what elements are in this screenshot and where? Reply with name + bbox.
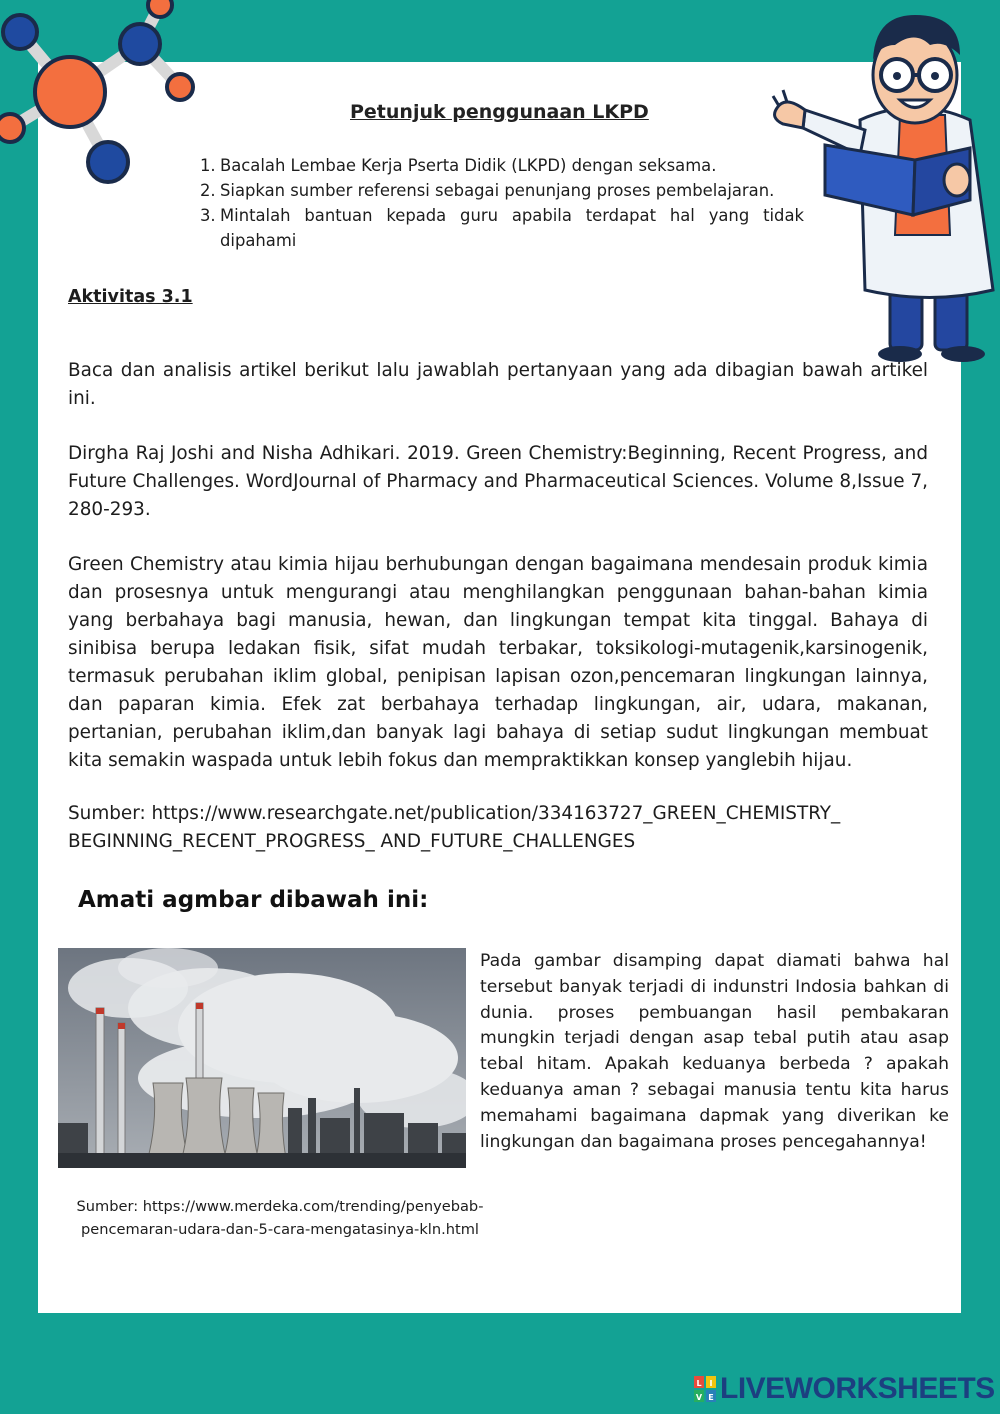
article-reference: Dirgha Raj Joshi and Nisha Adhikari. 2019. Green Chemistry:Beginning, Recent Progress, and Future Challenges. WordJournal of Pharmacy and Pharmaceutical Sciences. Volume 8,Issue 7, 280-293. — [68, 443, 928, 520]
article-body: Green Chemistry atau kimia hijau berhubungan dengan bagaimana mendesain produk kimia dan prosesnya untuk mengurangi atau menghilangkan penggunaan bahan-bahan kimia yang berbahaya bagi manusia, hewan, dan lingkungan tempat kita tinggal. Bahaya di sinibisa berupa ledakan fisik, sifat mudah terbakar, toksikologi-mutagenik,karsinogenik, termasuk perubahan iklim global, penipisan lapisan ozon,pencemaran lingkungan lainnya, dan paparan kimia. Efek zat berbahaya terhadap lingkungan, air, udara, makanan, pertanian, perubahan iklim,dan banyak lagi bahaya di setiap sudut lingkungan membuat kita semakin waspada untuk lebih fokus dan mempraktikkan konsep yanglebih hijau. — [68, 554, 928, 771]
observation-description: Pada gambar disamping dapat diamati bahwa hal tersebut banyak terjadi di indunstri Indosia bahkan di dunia. proses pembuangan hasil pembakaran mungkin terjadi dengan asap tebal putih atau asap tebal hitam. Apakah keduanya berbeda ? apakah keduanya aman ? sebagai manusia tentu kita harus memahami bagaimana dapmak yang diverikan ke lingkungan dan bagaimana proses pencegahannya! — [480, 951, 949, 1152]
svg-text:E: E — [708, 1393, 714, 1402]
photo-source-line: Sumber: https://www.merdeka.com/trending/penyebab- — [76, 1198, 484, 1215]
article-source-line: Sumber: https://www.researchgate.net/publication/334163727_GREEN_CHEMISTRY_ — [68, 803, 841, 824]
instruction-list — [200, 153, 804, 253]
svg-text:I: I — [709, 1379, 713, 1388]
observation-heading: Amati agmbar dibawah ini: — [78, 887, 429, 913]
article-source-line: BEGINNING_RECENT_PROGRESS_ AND_FUTURE_CHALLENGES — [68, 831, 636, 852]
instruction-item — [200, 153, 804, 178]
svg-text:L: L — [696, 1379, 702, 1388]
factory-smoke-photo — [58, 948, 466, 1168]
photo-source-line: pencemaran-udara-dan-5-cara-mengatasinya-kln.html — [81, 1221, 479, 1238]
instruction-text: Mintalah bantuan kepada guru apabila terdapat hal yang tidak dipahami — [220, 206, 804, 250]
instruction-item — [200, 178, 804, 203]
instruction-number: 3. — [200, 206, 216, 225]
svg-text:V: V — [695, 1393, 703, 1402]
instruction-number: 1. — [200, 156, 216, 175]
article-intro: Baca dan analisis artikel berikut lalu jawablah pertanyaan yang ada dibagian bawah artikel ini. — [68, 360, 928, 409]
instruction-number: 2. — [200, 181, 216, 200]
instruction-text: Siapkan sumber referensi sebagai penunjang proses pembelajaran. — [220, 181, 775, 200]
liveworksheets-brand — [694, 1372, 995, 1406]
page-title: Petunjuk penggunaan LKPD — [350, 101, 649, 123]
article-source — [68, 800, 928, 856]
brand-name: LIVEWORKSHEETS — [720, 1372, 995, 1405]
instruction-text: Bacalah Lembae Kerja Pserta Didik (LKPD) dengan seksama. — [220, 156, 717, 175]
molecule-icon — [0, 0, 200, 190]
photo-source — [60, 1195, 500, 1241]
liveworksheets-logo-icon — [694, 1376, 716, 1402]
activity-title: Aktivitas 3.1 — [68, 287, 193, 307]
instruction-item — [200, 203, 804, 253]
